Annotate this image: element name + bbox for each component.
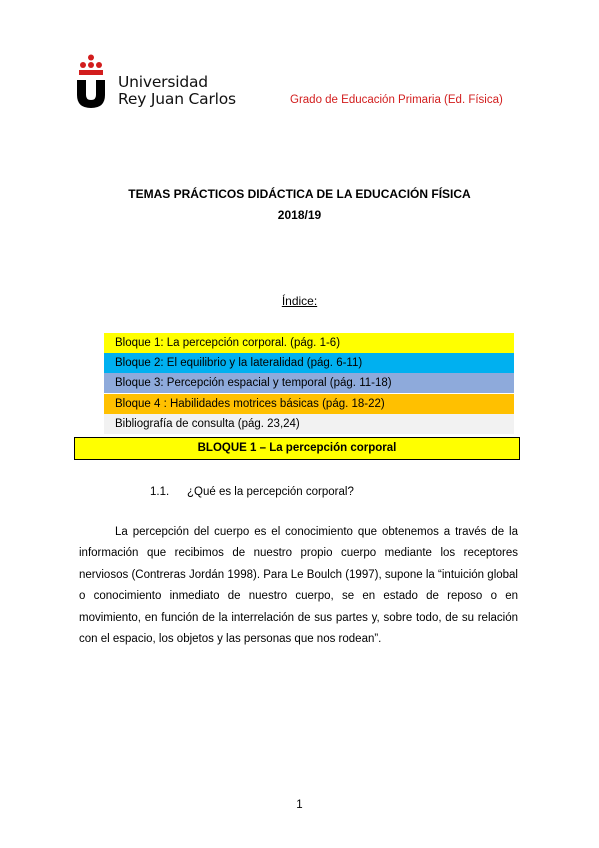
program-name: Grado de Educación Primaria (Ed. Física) bbox=[290, 94, 503, 106]
index-item-bloque-3[interactable]: Bloque 3: Percepción espacial y temporal (pág. 11-18) bbox=[104, 373, 514, 393]
university-name bbox=[118, 74, 236, 108]
subsection-title: ¿Qué es la percepción corporal? bbox=[187, 486, 354, 498]
section-heading: BLOQUE 1 – La percepción corporal bbox=[74, 437, 520, 460]
subsection-heading bbox=[150, 486, 354, 498]
index-heading: Índice: bbox=[281, 294, 318, 308]
subsection-number: 1.1. bbox=[150, 486, 170, 498]
page-number: 1 bbox=[296, 799, 303, 811]
index-item-bloque-1[interactable]: Bloque 1: La percepción corporal. (pág. 1-6) bbox=[104, 333, 514, 353]
paragraph-text: La percepción del cuerpo es el conocimiento que obtenemos a través de la información que recibimos de nuestro propio cuerpo mediante los receptores nerviosos (Contreras Jordán 1998). Para Le Boulch (1997), supone la “intuición global o conocimiento inmediato de nuestro cuerpo, se en estado de reposo o en movimiento, en función de la interrelación de sus partes y, sobre todo, de su relación con el espacio, los objetos y las personas que nos rodean”. bbox=[79, 526, 518, 646]
index-item-bloque-2[interactable]: Bloque 2: El equilibrio y la lateralidad (pág. 6-11) bbox=[104, 353, 514, 373]
document-title: TEMAS PRÁCTICOS DIDÁCTICA DE LA EDUCACIÓN FÍSICA bbox=[128, 187, 471, 201]
university-name-line2: Rey Juan Carlos bbox=[118, 90, 236, 108]
university-logo-icon bbox=[76, 54, 106, 108]
document-year: 2018/19 bbox=[277, 208, 322, 222]
university-name-line1: Universidad bbox=[118, 73, 208, 91]
body-paragraph bbox=[79, 522, 518, 650]
index-item-bibliografia[interactable]: Bibliografía de consulta (pág. 23,24) bbox=[104, 414, 514, 434]
index-item-bloque-4[interactable]: Bloque 4 : Habilidades motrices básicas (pág. 18-22) bbox=[104, 394, 514, 414]
